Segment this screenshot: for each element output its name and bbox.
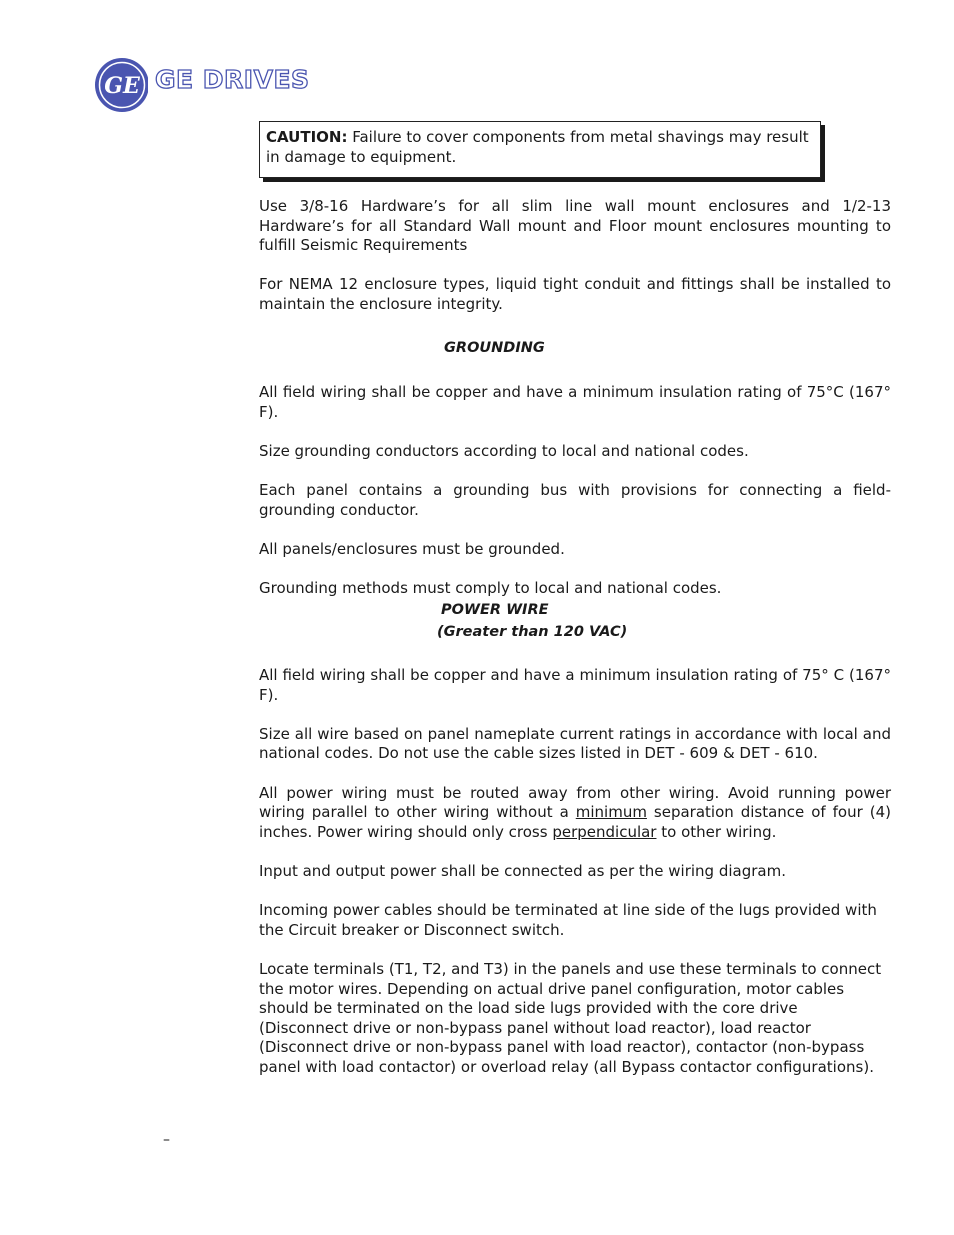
hardware-paragraph: Use 3/8-16 Hardware’s for all slim line wall mount enclosures and 1/2-13 Hardware’s for all Standard Wall mount and Floor mount enclosures mounting to fulfill Seismic Requirements: [259, 197, 891, 255]
routing-text: to other wiring.: [656, 822, 777, 841]
power-wire-section: [259, 666, 891, 1077]
routing-text: separation distance of four (4) inches. Power wiring should only cross: [259, 803, 891, 841]
grounding-section: [259, 383, 891, 599]
terminals-paragraph: Locate terminals (T1, T2, and T3) in the panels and use these terminals to connect the motor wires. Depending on actual drive panel configuration, motor cables should be terminated on the load side lugs provided with the core drive (Disconnect drive or non-bypass panel without load reactor), load reactor (Disconnect drive or non-bypass panel with load reactor), contactor (non-bypass panel with load contactor) or overload relay (all Bypass contactor configurations).: [259, 959, 882, 1076]
grounding-item: All field wiring shall be copper and have a minimum insulation rating of 75°C (167° F).: [259, 383, 891, 421]
footer-mark: –: [163, 1132, 170, 1148]
wire-size-paragraph: Size all wire based on panel nameplate current ratings in accordance with local and national codes. Do not use the cable sizes listed in DET - 609 & DET - 610.: [259, 724, 891, 763]
routing-emphasis-perpendicular: perpendicular: [552, 822, 657, 841]
grounding-heading: GROUNDING: [444, 340, 545, 356]
incoming-paragraph: Incoming power cables should be terminated at line side of the lugs provided with the Circuit breaker or Disconnect switch.: [259, 901, 877, 939]
caution-box: [259, 121, 821, 178]
input-output-paragraph: Input and output power shall be connected as per the wiring diagram.: [259, 861, 786, 880]
power-wire-subheading: (Greater than 120 VAC): [437, 624, 628, 640]
ge-monogram-text: GE: [104, 73, 140, 99]
ge-monogram-icon: [92, 57, 148, 113]
routing-text: All power wiring must be routed away from other wiring. Avoid running power wiring parallel to other wiring without a: [259, 783, 891, 822]
copper-paragraph: All field wiring shall be copper and have a minimum insulation rating of 75° C (167° F).: [259, 666, 891, 704]
power-wire-heading: POWER WIRE: [441, 602, 549, 618]
caution-label: CAUTION:: [266, 128, 348, 146]
brand-name: GE DRIVES: [155, 65, 310, 94]
ge-drives-logo: [92, 57, 322, 113]
caution-text: Failure to cover components from metal shavings may result in damage to equipment.: [266, 128, 809, 166]
grounding-item: Each panel contains a grounding bus with provisions for connecting a field-grounding conductor.: [259, 480, 891, 519]
grounding-item: Size grounding conductors according to local and national codes.: [259, 441, 749, 460]
nema-paragraph: For NEMA 12 enclosure types, liquid tight conduit and fittings shall be installed to maintain the enclosure integrity.: [259, 275, 891, 313]
intro-section: [259, 197, 891, 315]
routing-emphasis-minimum: minimum: [575, 803, 647, 822]
grounding-item: All panels/enclosures must be grounded.: [259, 539, 565, 558]
routing-paragraph: [259, 784, 891, 843]
grounding-item: Grounding methods must comply to local and national codes.: [259, 578, 722, 597]
